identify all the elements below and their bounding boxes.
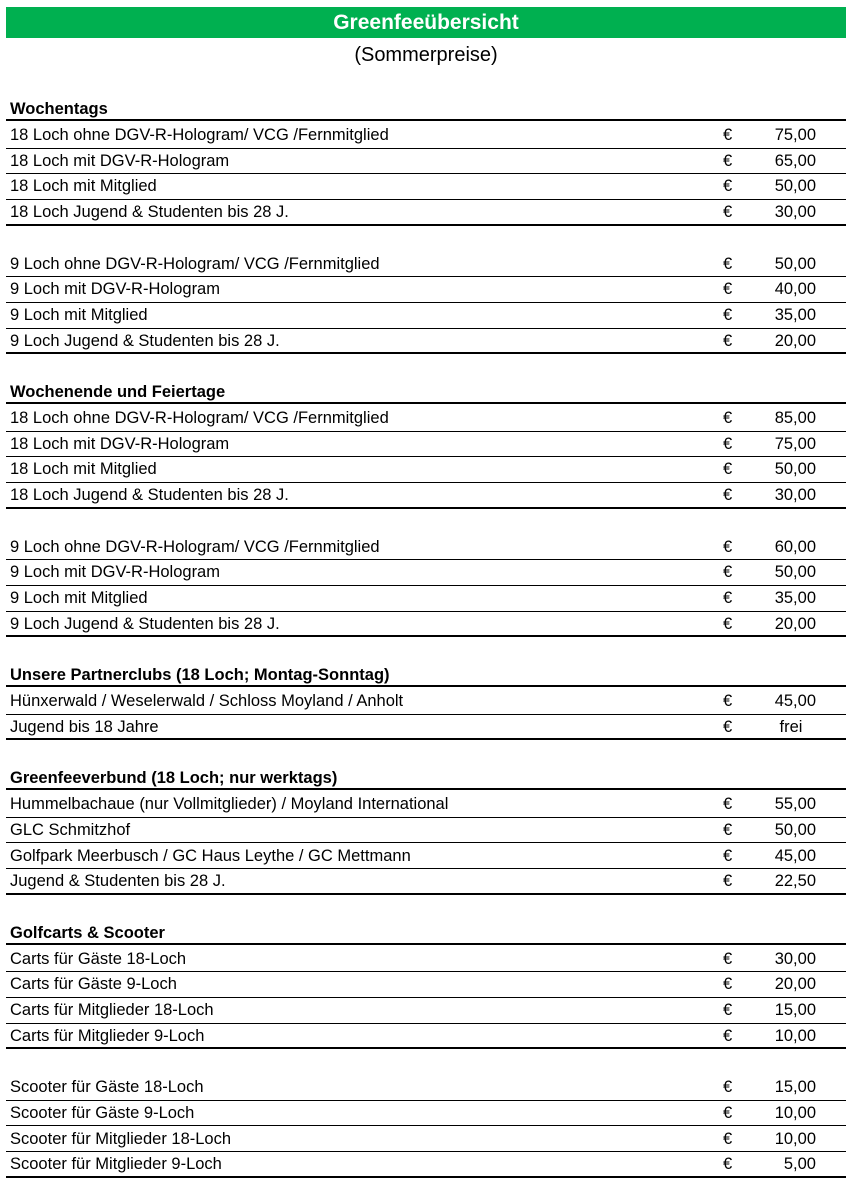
- row-label: 18 Loch Jugend & Studenten bis 28 J.: [10, 486, 289, 505]
- row-label: 18 Loch mit DGV-R-Hologram: [10, 151, 230, 170]
- table-row: [6, 432, 846, 458]
- table-row: [6, 1075, 846, 1101]
- section-header: Wochentags: [6, 97, 846, 121]
- row-price: 30,00: [774, 486, 816, 505]
- row-price: 50,00: [774, 177, 816, 196]
- table-row: [6, 483, 846, 509]
- page-title: Greenfeeübersicht: [6, 7, 846, 38]
- currency-symbol: €: [723, 846, 733, 865]
- table-row: [6, 715, 846, 741]
- table-row: [6, 586, 846, 612]
- row-price: 40,00: [774, 280, 816, 299]
- row-label: Golfpark Meerbusch / GC Haus Leythe / GC Mettmann: [10, 846, 411, 865]
- row-price: 65,00: [774, 151, 816, 170]
- section-header: Greenfeeverbund (18 Loch; nur werktags): [6, 766, 846, 790]
- table-row: [6, 792, 846, 818]
- row-label: 18 Loch mit Mitglied: [10, 177, 157, 196]
- row-price: 50,00: [774, 563, 816, 582]
- row-label: Jugend bis 18 Jahre: [10, 717, 159, 736]
- currency-symbol: €: [723, 280, 733, 299]
- row-label: Scooter für Gäste 9-Loch: [10, 1103, 195, 1122]
- currency-symbol: €: [723, 692, 733, 710]
- currency-symbol: €: [723, 126, 733, 144]
- table-row: [6, 329, 846, 355]
- row-price: 30,00: [774, 949, 816, 968]
- row-price: 5,00: [783, 1155, 816, 1174]
- currency-symbol: €: [723, 717, 733, 736]
- row-label: Carts für Gäste 18-Loch: [10, 949, 187, 968]
- table-row: [6, 303, 846, 329]
- currency-symbol: €: [723, 1103, 733, 1122]
- currency-symbol: €: [723, 588, 733, 607]
- row-label: Scooter für Mitglieder 18-Loch: [10, 1129, 232, 1148]
- row-price: 20,00: [774, 614, 816, 633]
- page-subtitle: (Sommerpreise): [354, 44, 498, 66]
- currency-symbol: €: [723, 254, 733, 273]
- row-price: 15,00: [774, 1078, 816, 1097]
- currency-symbol: €: [723, 409, 733, 427]
- row-label: Carts für Gäste 9-Loch: [10, 975, 177, 994]
- table-row: [6, 406, 846, 432]
- table-row: [6, 200, 846, 226]
- currency-symbol: €: [723, 1078, 733, 1097]
- currency-symbol: €: [723, 795, 733, 814]
- row-price: 45,00: [774, 692, 816, 710]
- currency-symbol: €: [723, 1001, 733, 1019]
- row-label: Carts für Mitglieder 9-Loch: [10, 1026, 205, 1045]
- table-row: [6, 149, 846, 175]
- table-row: [6, 1101, 846, 1127]
- currency-symbol: €: [723, 537, 733, 556]
- row-label: GLC Schmitzhof: [10, 820, 131, 839]
- currency-symbol: €: [723, 1026, 733, 1045]
- row-label: 18 Loch mit DGV-R-Hologram: [10, 434, 230, 453]
- currency-symbol: €: [723, 434, 733, 453]
- currency-symbol: €: [723, 820, 733, 839]
- table-row: [6, 1127, 846, 1153]
- currency-symbol: €: [723, 486, 733, 505]
- row-label: 18 Loch ohne DGV-R-Hologram/ VCG /Fernmitglied: [10, 409, 389, 427]
- row-label: 9 Loch mit DGV-R-Hologram: [10, 280, 220, 299]
- row-label: 9 Loch mit Mitglied: [10, 305, 148, 324]
- row-price: 10,00: [774, 1103, 816, 1122]
- row-price: 60,00: [774, 537, 816, 556]
- currency-symbol: €: [723, 460, 733, 479]
- table-row: [6, 612, 846, 638]
- row-label: 9 Loch ohne DGV-R-Hologram/ VCG /Fernmitglied: [10, 254, 380, 273]
- table-row: [6, 174, 846, 200]
- row-label: 18 Loch Jugend & Studenten bis 28 J.: [10, 203, 289, 222]
- row-price: 75,00: [774, 434, 816, 453]
- row-label: 18 Loch mit Mitglied: [10, 460, 157, 479]
- row-price: 85,00: [774, 409, 816, 427]
- currency-symbol: €: [723, 1155, 733, 1174]
- row-price: 20,00: [774, 331, 816, 350]
- currency-symbol: €: [723, 1129, 733, 1148]
- section-header: Wochenende und Feiertage: [6, 380, 846, 404]
- row-label: Carts für Mitglieder 18-Loch: [10, 1001, 214, 1019]
- table-row: [6, 252, 846, 278]
- table-row: [6, 560, 846, 586]
- table-row: [6, 277, 846, 303]
- table-row: [6, 1152, 846, 1178]
- row-price: 10,00: [774, 1026, 816, 1045]
- row-label: 9 Loch ohne DGV-R-Hologram/ VCG /Fernmitglied: [10, 537, 380, 556]
- row-price: frei: [779, 717, 803, 736]
- table-row: [6, 123, 846, 149]
- row-price: 45,00: [774, 846, 816, 865]
- row-label: 9 Loch mit DGV-R-Hologram: [10, 563, 220, 582]
- table-row: [6, 869, 846, 895]
- currency-symbol: €: [723, 975, 733, 994]
- row-price: 20,00: [774, 975, 816, 994]
- row-price: 10,00: [774, 1129, 816, 1148]
- currency-symbol: €: [723, 563, 733, 582]
- table-row: [6, 689, 846, 715]
- table-row: [6, 818, 846, 844]
- row-price: 75,00: [774, 126, 816, 144]
- row-price: 30,00: [774, 203, 816, 222]
- row-price: 15,00: [774, 1001, 816, 1019]
- row-price: 35,00: [774, 305, 816, 324]
- currency-symbol: €: [723, 203, 733, 222]
- currency-symbol: €: [723, 331, 733, 350]
- row-price: 50,00: [774, 460, 816, 479]
- row-label: Hünxerwald / Weselerwald / Schloss Moyland / Anholt: [10, 692, 404, 710]
- currency-symbol: €: [723, 177, 733, 196]
- section-header: Golfcarts & Scooter: [6, 921, 846, 945]
- row-label: 18 Loch ohne DGV-R-Hologram/ VCG /Fernmitglied: [10, 126, 389, 144]
- row-label: Hummelbachaue (nur Vollmitglieder) / Moyland International: [10, 795, 449, 814]
- price-table: [6, 0, 846, 1180]
- row-label: 9 Loch Jugend & Studenten bis 28 J.: [10, 614, 280, 633]
- table-row: [6, 998, 846, 1024]
- currency-symbol: €: [723, 872, 733, 891]
- row-price: 50,00: [774, 254, 816, 273]
- row-price: 55,00: [774, 795, 816, 814]
- row-label: Scooter für Gäste 18-Loch: [10, 1078, 204, 1097]
- table-row: [6, 972, 846, 998]
- section-header: Unsere Partnerclubs (18 Loch; Montag-Sonntag): [6, 663, 846, 687]
- currency-symbol: €: [723, 614, 733, 633]
- table-row: [6, 457, 846, 483]
- row-price: 22,50: [774, 872, 816, 891]
- table-row: [6, 947, 846, 973]
- row-label: Scooter für Mitglieder 9-Loch: [10, 1155, 222, 1174]
- row-label: Jugend & Studenten bis 28 J.: [10, 872, 226, 891]
- currency-symbol: €: [723, 151, 733, 170]
- currency-symbol: €: [723, 949, 733, 968]
- currency-symbol: €: [723, 305, 733, 324]
- row-price: 35,00: [774, 588, 816, 607]
- row-price: 50,00: [774, 820, 816, 839]
- table-row: [6, 844, 846, 870]
- row-label: 9 Loch Jugend & Studenten bis 28 J.: [10, 331, 280, 350]
- table-row: [6, 1024, 846, 1050]
- row-label: 9 Loch mit Mitglied: [10, 588, 148, 607]
- table-row: [6, 535, 846, 561]
